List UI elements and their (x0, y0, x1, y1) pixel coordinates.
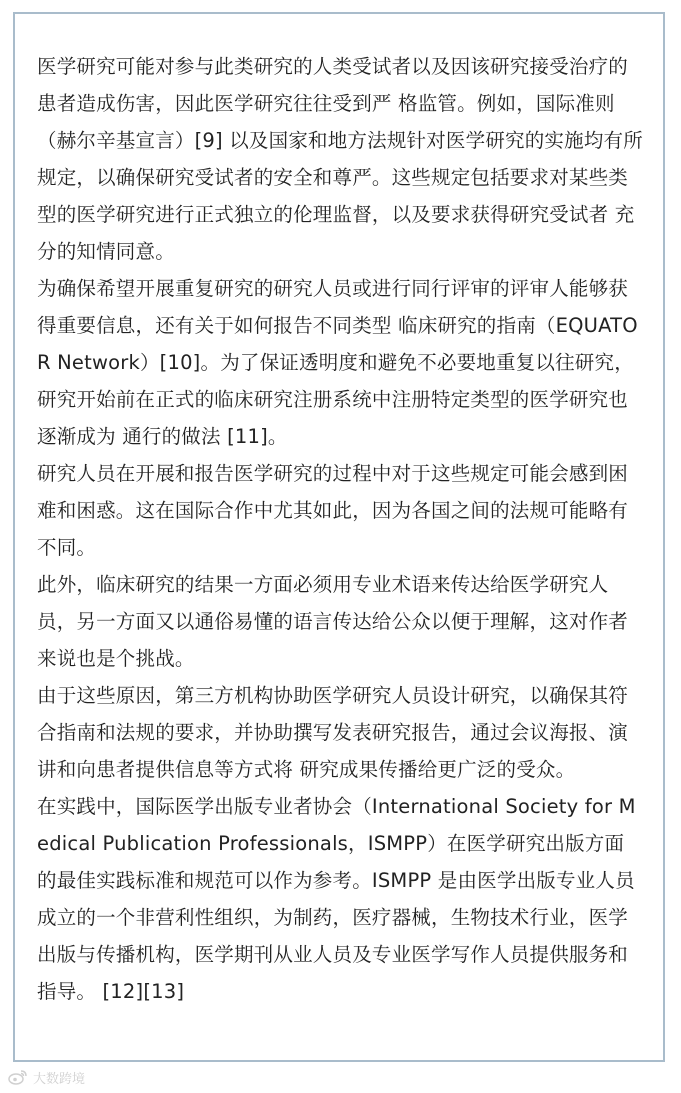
text-box (13, 12, 665, 1062)
watermark-text: 大数跨境 (33, 1071, 86, 1087)
article-body (37, 48, 643, 1010)
paragraph-third-party-assistance: 由于这些原因，第三方机构协助医学研究人员设计研究，以确保其符合指南和法规的要求，并协助撰写发表研究报告，通过会议海报、演讲和向患者提供信息等方式将 研究成果传播给更广泛的受众。 (37, 684, 629, 781)
paragraph-communication-challenge: 此外，临床研究的结果一方面必须用专业术语来传达给医学研究人员，另一方面又以通俗易懂的语言传达给公众以便于理解，这对作者来说也是个挑战。 (37, 573, 629, 670)
paragraph-ismpp: 在实践中，国际医学出版专业者协会（International Society for Medical Publication Professionals，ISMPP）在医学研究出版方面的最佳实践标准和规范可以作为参考。ISMPP 是由医学出版专业人员成立的一个非营利性组织，为制药，医疗器械，生物技术行业，医学出版与传播机构，医学期刊从业人员及专业医学写作人员提供服务和指导。 [12][13] (37, 795, 636, 1003)
paragraph-regulation: 医学研究可能对参与此类研究的人类受试者以及因该研究接受治疗的患者造成伤害，因此医学研究往往受到严 格监管。例如，国际准则（赫尔辛基宣言）[9] 以及国家和地方法规针对医学研究的实施均有所规定，以确保研究受试者的安全和尊严。这些规定包括要求对某些类型的医学研究进行正式独立的伦理监督，以及要求获得研究受试者 充分的知情同意。 (37, 55, 643, 263)
weibo-logo-icon (8, 1069, 28, 1085)
paragraph-researcher-difficulty: 研究人员在开展和报告医学研究的过程中对于这些规定可能会感到困难和困惑。这在国际合作中尤其如此，因为各国之间的法规可能略有不同。 (37, 462, 629, 559)
watermark (8, 1066, 85, 1088)
paragraph-reporting-guidelines: 为确保希望开展重复研究的研究人员或进行同行评审的评审人能够获得重要信息，还有关于如何报告不同类型 临床研究的指南（EQUATOR Network）[10]。为了保证透明度和避免不必要地重复以往研究，研究开始前在正式的临床研究注册系统中注册特定类型的医学研究也逐渐成为 通行的做法 [11]。 (37, 277, 638, 448)
